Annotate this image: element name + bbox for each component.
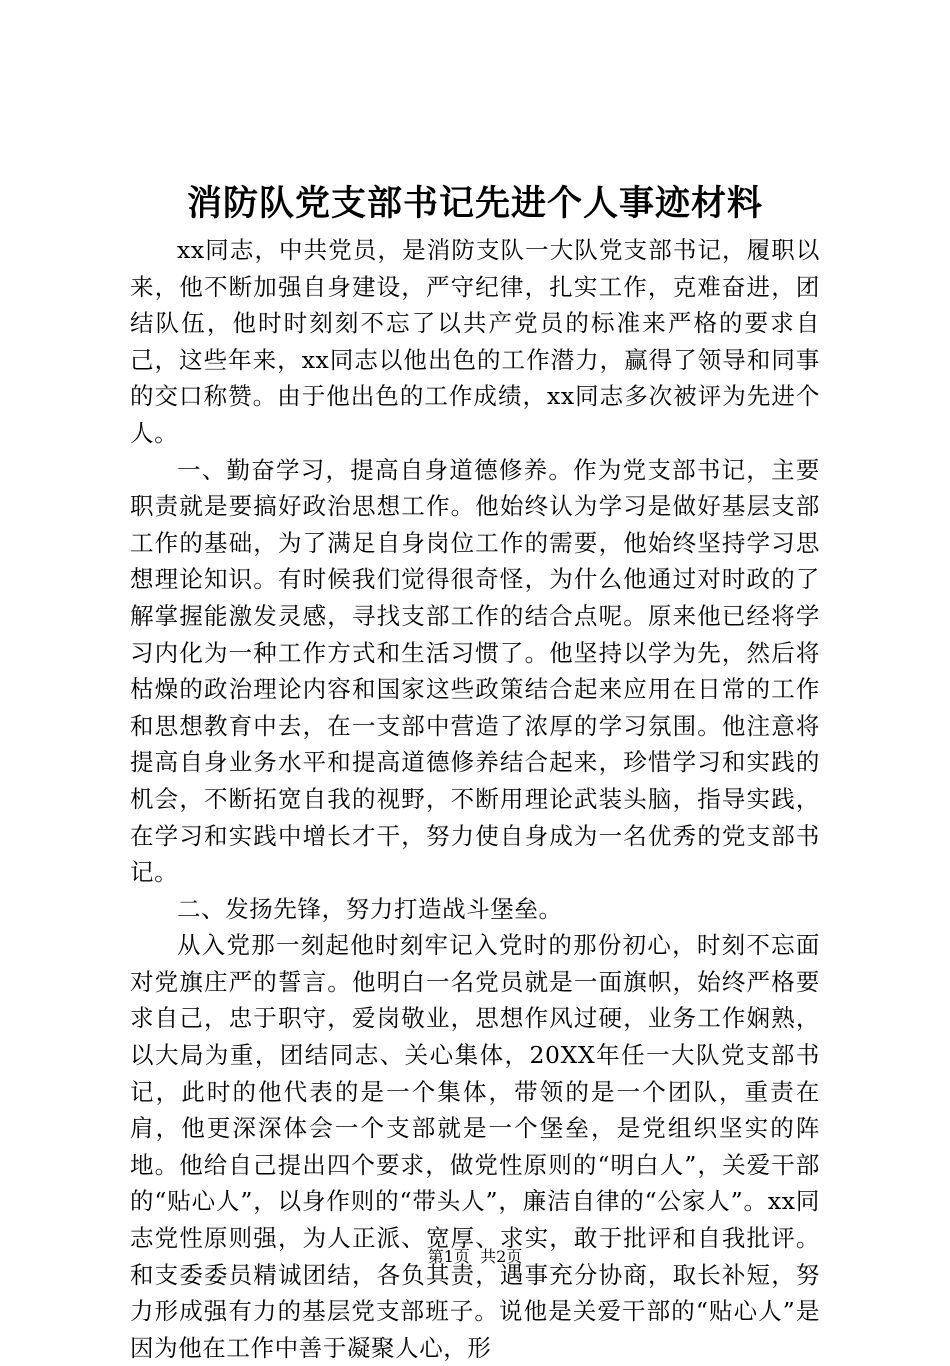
paragraph-section-1: 一、勤奋学习，提高自身道德修养。作为党支部书记，主要职责就是要搞好政治思想工作。他始终认为学习是做好基层支部工作的基础，为了满足自身岗位工作的需要，他始终坚持学习思想理论知识。有时候我们觉得很奇怪，为什么他通过对时政的了解掌握能激发灵感，寻找支部工作的结合点呢。原来他已经将学习内化为一种工作方式和生活习惯了。他坚持以学为先，然后将枯燥的政治理论内容和国家这些政策结合起来应用在日常的工作和思想教育中去，在一支部中营造了浓厚的学习氛围。他注意将提高自身业务水平和提高道德修养结合起来，珍惜学习和实践的机会，不断拓宽自我的视野，不断用理论武装头脑，指导实践，在学习和实践中增长才干，努力使自身成为一名优秀的党支部书记。 [130, 455, 820, 887]
page-number: 第1页 [427, 1247, 470, 1266]
page-total: 共2页 [480, 1247, 523, 1266]
paragraph-intro: xx同志，中共党员，是消防支队一大队党支部书记，履职以来，他不断加强自身建设，严守纪律，扎实工作，克难奋进，团结队伍，他时时刻刻不忘了以共产党员的标准来严格的要求自己，这些年来，xx同志以他出色的工作潜力，赢得了领导和同事的交口称赞。由于他出色的工作成绩，xx同志多次被评为先进个人。 [130, 236, 820, 447]
page-footer [0, 1246, 950, 1268]
paragraph-section-2-body: 从入党那一刻起他时刻牢记入党时的那份初心，时刻不忘面对党旗庄严的誓言。他明白一名党员就是一面旗帜，始终严格要求自己，忠于职守，爱岗敬业，思想作风过硬，业务工作娴熟，以大局为重，团结同志、关心集体，20XX年任一大队党支部书记，此时的他代表的是一个集体，带领的是一个团队，重责在肩，他更深深体会一个支部就是一个堡垒，是党组织坚实的阵地。他给自己提出四个要求，做党性原则的“明白人”，关爱干部的“贴心人”，以身作则的“带头人”，廉洁自律的“公家人”。xx同志党性原则强，为人正派、宽厚、求实，敢于批评和自我批评。和支委委员精诚团结，各负其责，遇事充分协商，取长补短，努力形成强有力的基层党支部班子。说他是关爱干部的“贴心人”是因为他在工作中善于凝聚人心，形 [130, 931, 820, 1362]
document-title: 消防队党支部书记先进个人事迹材料 [186, 183, 763, 224]
paragraph-section-2-heading: 二、发扬先锋，努力打造战斗堡垒。 [177, 894, 563, 923]
footer-spacer [470, 1247, 480, 1266]
document-body [130, 232, 820, 1366]
